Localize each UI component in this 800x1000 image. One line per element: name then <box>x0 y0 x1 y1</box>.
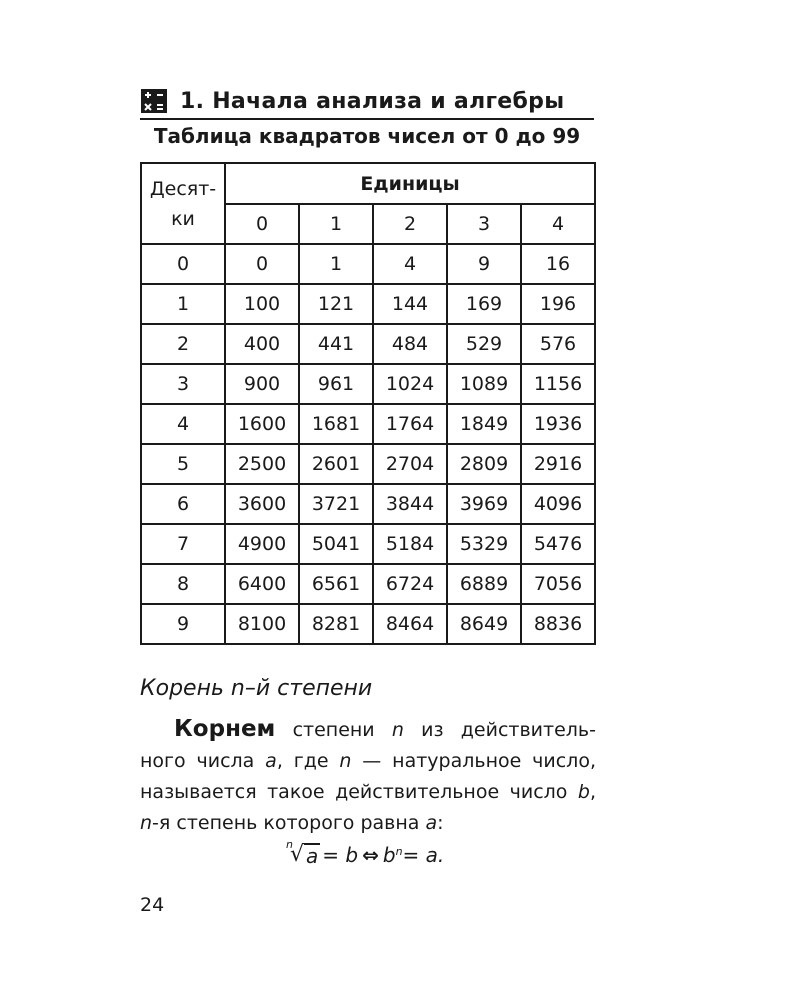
square-value-cell: 7056 <box>521 564 595 604</box>
definition-text: степени <box>275 719 392 741</box>
square-value-cell: 961 <box>299 364 373 404</box>
variable-b: b <box>577 781 590 803</box>
square-value-cell: 2809 <box>447 444 521 484</box>
square-value-cell: 4900 <box>225 524 299 564</box>
tens-cell: 0 <box>141 244 225 284</box>
square-value-cell: 3600 <box>225 484 299 524</box>
calculator-icon <box>140 88 168 114</box>
square-value-cell: 121 <box>299 284 373 324</box>
square-value-cell: 5476 <box>521 524 595 564</box>
square-value-cell: 441 <box>299 324 373 364</box>
tens-cell: 7 <box>141 524 225 564</box>
tens-cell: 6 <box>141 484 225 524</box>
table-row <box>141 564 595 604</box>
section-heading: Корень n–й степени <box>140 676 373 701</box>
square-value-cell: 144 <box>373 284 447 324</box>
radical <box>286 838 320 868</box>
definition-text: из действитель-ного числа <box>140 719 596 772</box>
tens-cell: 9 <box>141 604 225 644</box>
square-value-cell: 1764 <box>373 404 447 444</box>
definition-term: Корнем <box>174 716 276 742</box>
square-value-cell: 8464 <box>373 604 447 644</box>
table-row <box>141 324 595 364</box>
tens-cell: 1 <box>141 284 225 324</box>
tens-cell: 4 <box>141 404 225 444</box>
square-value-cell: 2500 <box>225 444 299 484</box>
variable-n: n <box>140 812 153 834</box>
square-value-cell: 400 <box>225 324 299 364</box>
square-value-cell: 1156 <box>521 364 595 404</box>
square-value-cell: 3721 <box>299 484 373 524</box>
square-value-cell: 6561 <box>299 564 373 604</box>
table-row <box>141 484 595 524</box>
square-value-cell: 8100 <box>225 604 299 644</box>
page-number: 24 <box>140 894 165 916</box>
table-row <box>141 444 595 484</box>
square-value-cell: 169 <box>447 284 521 324</box>
chapter-title: 1. Начала анализа и алгебры <box>180 88 565 114</box>
square-value-cell: 5184 <box>373 524 447 564</box>
square-value-cell: 484 <box>373 324 447 364</box>
square-value-cell: 1 <box>299 244 373 284</box>
unit-column-header: 4 <box>521 204 595 244</box>
square-value-cell: 9 <box>447 244 521 284</box>
square-value-cell: 3969 <box>447 484 521 524</box>
equivalence-icon: ⇔ <box>362 843 379 867</box>
definition-paragraph <box>140 714 596 839</box>
square-value-cell: 1681 <box>299 404 373 444</box>
square-value-cell: 3844 <box>373 484 447 524</box>
table-body <box>141 244 595 644</box>
table-row <box>141 244 595 284</box>
squares-table <box>140 162 596 645</box>
square-value-cell: 1600 <box>225 404 299 444</box>
square-value-cell: 8281 <box>299 604 373 644</box>
square-value-cell: 6400 <box>225 564 299 604</box>
tens-cell: 3 <box>141 364 225 404</box>
square-value-cell: 900 <box>225 364 299 404</box>
unit-column-header: 3 <box>447 204 521 244</box>
square-value-cell: 529 <box>447 324 521 364</box>
variable-n: n <box>391 719 404 741</box>
radical-sign-icon: √ <box>289 842 305 867</box>
square-value-cell: 4096 <box>521 484 595 524</box>
square-value-cell: 576 <box>521 324 595 364</box>
unit-column-header: 0 <box>225 204 299 244</box>
root-formula <box>286 838 445 868</box>
definition-text: — натуральное число, называется такое действительное число <box>140 750 596 803</box>
tens-cell: 2 <box>141 324 225 364</box>
square-value-cell: 4 <box>373 244 447 284</box>
square-value-cell: 1089 <box>447 364 521 404</box>
formula-base: b <box>382 843 396 867</box>
table-row <box>141 604 595 644</box>
square-value-cell: 2916 <box>521 444 595 484</box>
square-value-cell: 1849 <box>447 404 521 444</box>
formula-exponent: n <box>395 845 403 858</box>
unit-column-header: 2 <box>373 204 447 244</box>
definition-text: : <box>437 812 444 834</box>
formula-rhs: = a. <box>402 843 445 867</box>
variable-n: n <box>339 750 352 772</box>
square-value-cell: 100 <box>225 284 299 324</box>
square-value-cell: 2601 <box>299 444 373 484</box>
square-value-cell: 1024 <box>373 364 447 404</box>
square-value-cell: 2704 <box>373 444 447 484</box>
square-value-cell: 16 <box>521 244 595 284</box>
table-row <box>141 524 595 564</box>
table-title: Таблица квадратов чисел от 0 до 99 <box>153 124 581 148</box>
units-header: Единицы <box>225 163 595 204</box>
tens-header <box>141 163 225 244</box>
square-value-cell: 5329 <box>447 524 521 564</box>
definition-text: , где <box>276 750 340 772</box>
table-row <box>141 284 595 324</box>
variable-a: a <box>425 812 438 834</box>
tens-header-line2: ки <box>171 207 195 230</box>
table-row <box>141 364 595 404</box>
square-value-cell: 8836 <box>521 604 595 644</box>
square-value-cell: 0 <box>225 244 299 284</box>
table-row <box>141 404 595 444</box>
chapter-header <box>140 84 594 120</box>
square-value-cell: 6889 <box>447 564 521 604</box>
tens-cell: 5 <box>141 444 225 484</box>
unit-column-header: 1 <box>299 204 373 244</box>
tens-cell: 8 <box>141 564 225 604</box>
radicand: a <box>306 844 319 868</box>
square-value-cell: 1936 <box>521 404 595 444</box>
definition-text: -я степень которого равна <box>152 812 426 834</box>
square-value-cell: 5041 <box>299 524 373 564</box>
formula-equals-b: = b <box>322 843 359 867</box>
definition-text: , <box>589 781 596 803</box>
radical-index: n <box>286 838 293 851</box>
variable-a: a <box>265 750 277 772</box>
square-value-cell: 196 <box>521 284 595 324</box>
square-value-cell: 6724 <box>373 564 447 604</box>
square-value-cell: 8649 <box>447 604 521 644</box>
tens-header-line1: Десят- <box>149 177 217 200</box>
